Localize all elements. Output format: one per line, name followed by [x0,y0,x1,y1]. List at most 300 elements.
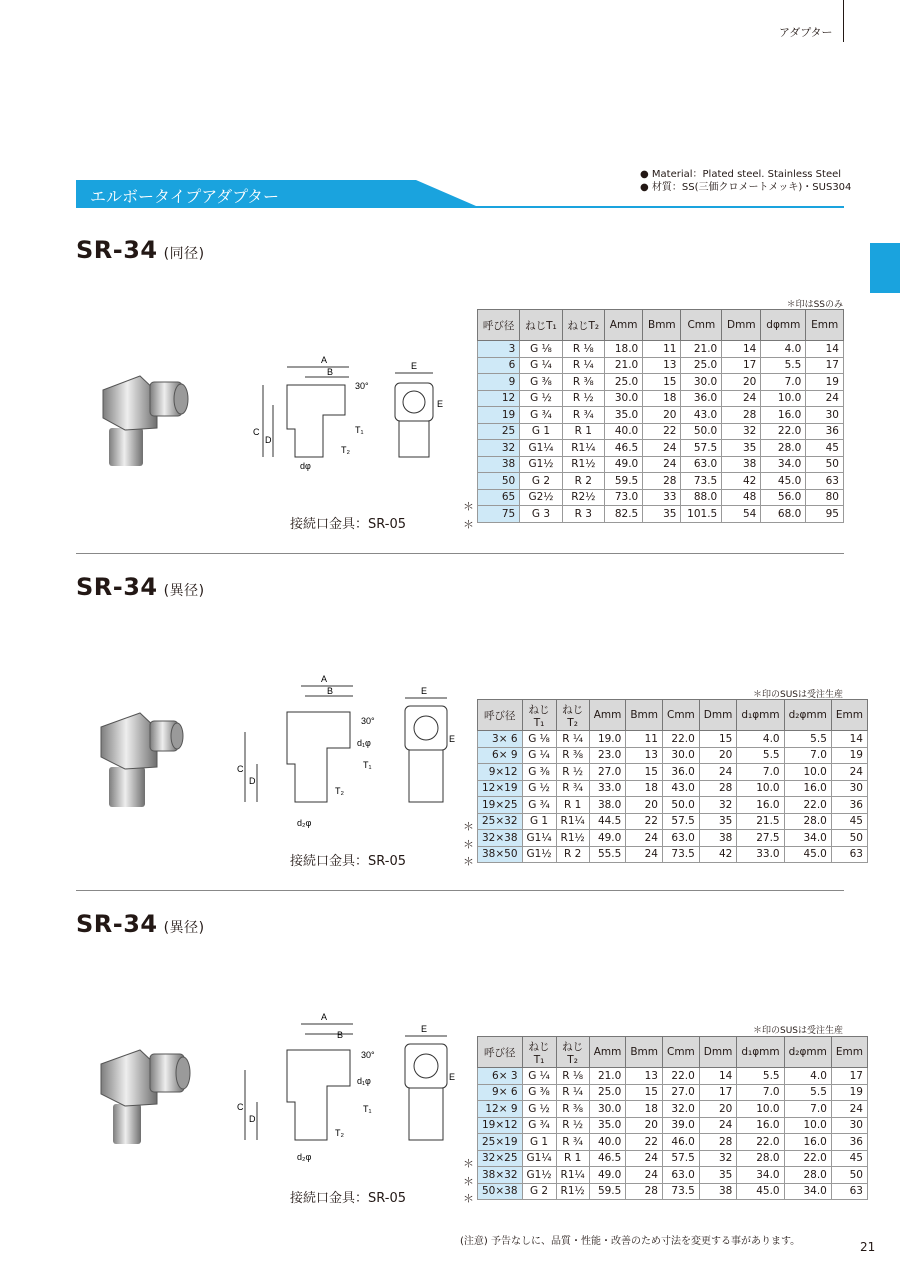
table-cell: R 3 [562,506,604,523]
table-cell: 30.0 [589,1101,626,1118]
spec-table-reducer [477,699,868,863]
table-cell: 23.0 [589,747,626,764]
column-header: ねじT₂ [556,1037,589,1068]
svg-text:E: E [421,1024,428,1034]
svg-text:D: D [249,776,256,786]
svg-text:B: B [337,1030,344,1040]
table-cell: R ⅜ [562,374,604,391]
table-cell: 35 [699,1167,737,1184]
table-cell: R ⅜ [556,747,589,764]
star-column [463,340,474,534]
table-cell: 22 [626,1134,663,1151]
table-cell: G ¼ [522,747,556,764]
column-header: d₂φmm [784,700,831,731]
table-cell: 28 [699,1134,737,1151]
table-cell: 44.5 [589,813,626,830]
table-cell: 24 [626,830,663,847]
table-cell: 15 [643,374,681,391]
table-cell: 63 [831,846,867,863]
table-cell: 36 [806,423,844,440]
table-cell: 82.5 [605,506,643,523]
table-cell: G 2 [520,473,562,490]
table-cell: 19 [806,374,844,391]
table-cell: 28 [643,473,681,490]
table-cell: 19 [831,1084,867,1101]
table-cell: 15 [699,731,737,748]
table-cell: 32 [699,797,737,814]
spec-table-same-size [477,309,844,523]
star-mark: ＊ [463,837,474,851]
table-cell: G 1 [520,423,562,440]
table-row [478,489,844,506]
table-cell: 24 [643,440,681,457]
table-cell: 40.0 [589,1134,626,1151]
table-row [478,1068,868,1085]
table-cell: 24 [699,1117,737,1134]
table-cell: 46.0 [663,1134,700,1151]
table-cell: 59.5 [605,473,643,490]
table-cell: 63 [806,473,844,490]
table-cell: 13 [643,357,681,374]
table-row [478,830,868,847]
svg-text:d₂φ: d₂φ [297,1152,312,1162]
table-cell: 7.0 [737,764,784,781]
section-divider [76,890,844,891]
table-cell: 45 [831,813,867,830]
table-cell: G1¼ [522,830,556,847]
table-cell: 36.0 [681,390,722,407]
table-cell: 24 [831,764,867,781]
dimension-drawing [235,1010,460,1170]
table-cell: 49.0 [589,830,626,847]
table-cell: R 1 [556,1150,589,1167]
table-note-1: ＊印はSSのみ [786,300,843,310]
table-cell: 14 [722,341,761,358]
table-cell: 15 [626,764,663,781]
column-header: ねじT₂ [556,700,589,731]
table-cell: 14 [831,731,867,748]
star-mark [463,1137,474,1155]
svg-text:T₂: T₂ [335,1128,344,1138]
table-cell: R 2 [562,473,604,490]
table-cell: 27.0 [663,1084,700,1101]
column-header: ねじT₁ [522,1037,556,1068]
table-cell: G ½ [520,390,562,407]
table-cell: 22.0 [761,423,806,440]
svg-text:30°: 30° [361,1050,375,1060]
table-cell: 50 [478,473,520,490]
star-mark [463,1067,474,1085]
table-cell: 24 [831,1101,867,1118]
table-cell: 20 [699,747,737,764]
table-cell: 25.0 [589,1084,626,1101]
table-cell: G ⅜ [520,374,562,391]
table-cell: 50 [831,830,867,847]
table-cell: R1¼ [556,1167,589,1184]
table-cell: 18 [626,780,663,797]
table-cell: R ⅛ [562,341,604,358]
table-cell: G ⅛ [522,731,556,748]
star-mark: ＊ [463,1192,474,1206]
table-cell: 55.5 [589,846,626,863]
table-cell: 88.0 [681,489,722,506]
table-cell: 50.0 [663,797,700,814]
star-mark [463,1102,474,1120]
table-cell: 20 [643,407,681,424]
star-mark: ＊ [463,500,474,514]
table-cell: 7.0 [761,374,806,391]
page-title: エルボータイプアダプター [90,187,279,206]
table-cell: 28 [722,407,761,424]
table-cell: 4.0 [737,731,784,748]
table-cell: 25×32 [478,813,523,830]
star-mark [463,730,474,748]
table-cell: 59.5 [589,1183,626,1200]
table-cell: 17 [831,1068,867,1085]
table-cell: 11 [626,731,663,748]
column-header: 呼び径 [478,1037,523,1068]
star-column [463,1067,474,1208]
star-mark [463,800,474,818]
table-row [478,1117,868,1134]
star-mark [463,446,474,464]
table-cell: G ⅜ [522,1084,556,1101]
table-cell: 75 [478,506,520,523]
table-cell: 9× 6 [478,1084,523,1101]
star-mark: ＊ [463,1174,474,1188]
table-cell: 10.0 [737,1101,784,1118]
table-cell: 63 [831,1183,867,1200]
table-cell: G ¾ [522,797,556,814]
table-cell: 17 [722,357,761,374]
table-cell: 35.0 [605,407,643,424]
star-mark [463,481,474,499]
table-cell: 34.0 [737,1167,784,1184]
star-mark: ＊ [463,517,474,531]
table-note-2: ＊印のSUSは受注生産 [752,690,843,700]
table-cell: 45.0 [761,473,806,490]
table-cell: 16.0 [784,780,831,797]
table-cell: G ¾ [522,1117,556,1134]
table-cell: R2½ [562,489,604,506]
svg-text:B: B [327,367,334,377]
table-cell: 13 [626,747,663,764]
table-cell: 28.0 [761,440,806,457]
table-cell: 30 [831,1117,867,1134]
table-cell: 25.0 [605,374,643,391]
table-cell: 21.0 [589,1068,626,1085]
table-cell: G2½ [520,489,562,506]
table-cell: 25.0 [681,357,722,374]
table-cell: 22 [643,423,681,440]
table-cell: 5.5 [737,747,784,764]
column-header: Cmm [663,700,700,731]
table-row [478,341,844,358]
table-row [478,747,868,764]
svg-text:C: C [237,764,244,774]
table-cell: 32.0 [663,1101,700,1118]
table-cell: R ½ [556,1117,589,1134]
table-cell: 4.0 [761,341,806,358]
table-cell: 22.0 [784,1150,831,1167]
table-cell: 46.5 [589,1150,626,1167]
table-cell: 20 [626,1117,663,1134]
column-header: Emm [831,700,867,731]
table-cell: 6× 3 [478,1068,523,1085]
table-cell: 16.0 [737,1117,784,1134]
table-row [478,456,844,473]
table-cell: G1½ [522,1167,556,1184]
table-cell: 20 [722,374,761,391]
column-header: Amm [589,700,626,731]
table-cell: 20 [626,797,663,814]
table-cell: 38 [699,1183,737,1200]
table-cell: R ⅜ [556,1101,589,1118]
table-cell: 16.0 [737,797,784,814]
table-cell: 57.5 [663,813,700,830]
column-header: dφmm [761,310,806,341]
table-cell: 48 [722,489,761,506]
table-cell: R ½ [562,390,604,407]
table-cell: G 1 [522,813,556,830]
svg-text:E: E [449,734,456,744]
table-cell: 30 [831,780,867,797]
table-cell: 24 [699,764,737,781]
table-cell: 7.0 [737,1084,784,1101]
table-cell: 10.0 [784,764,831,781]
table-cell: G ¼ [520,357,562,374]
table-cell: G 2 [522,1183,556,1200]
table-cell: 33 [643,489,681,506]
table-cell: 4.0 [784,1068,831,1085]
table-cell: 18.0 [605,341,643,358]
table-cell: 38×50 [478,846,523,863]
svg-text:dφ: dφ [300,461,311,471]
connector-label: 接続口金具：SR-05 [290,517,406,532]
table-cell: R1½ [556,1183,589,1200]
table-cell: 28.0 [784,813,831,830]
section-title-2: SR-34 (異径) [76,573,205,601]
table-cell: 45 [806,440,844,457]
table-cell: 19 [478,407,520,424]
table-cell: 11 [643,341,681,358]
table-cell: G 1 [522,1134,556,1151]
table-cell: 14 [806,341,844,358]
table-cell: G ¾ [520,407,562,424]
table-cell: 19×25 [478,797,523,814]
table-cell: 21.0 [605,357,643,374]
table-cell: R1¼ [562,440,604,457]
table-cell: 38 [478,456,520,473]
table-cell: 12 [478,390,520,407]
table-cell: 9×12 [478,764,523,781]
table-cell: 5.5 [737,1068,784,1085]
table-cell: 7.0 [784,1101,831,1118]
table-cell: 30.0 [605,390,643,407]
table-cell: 30.0 [681,374,722,391]
star-mark [463,463,474,481]
header-category: アダプター [779,26,833,39]
star-mark [463,428,474,446]
table-cell: 3× 6 [478,731,523,748]
table-cell: 38×32 [478,1167,523,1184]
svg-text:T₂: T₂ [341,445,350,455]
section-title-1: SR-34 (同径) [76,236,205,264]
table-cell: 24 [626,846,663,863]
table-cell: 34.0 [784,1183,831,1200]
table-cell: 28 [626,1183,663,1200]
table-cell: 95 [806,506,844,523]
fitting-photo [95,705,195,813]
table-cell: 73.5 [681,473,722,490]
table-cell: 16.0 [761,407,806,424]
table-cell: R1½ [562,456,604,473]
table-cell: 9 [478,374,520,391]
table-cell: R1¼ [556,813,589,830]
table-row [478,390,844,407]
table-row [478,374,844,391]
star-mark [463,410,474,428]
table-cell: 33.0 [737,846,784,863]
table-cell: R ¾ [562,407,604,424]
table-cell: 12×19 [478,780,523,797]
table-cell: 22.0 [737,1134,784,1151]
table-cell: 101.5 [681,506,722,523]
table-cell: 22.0 [784,797,831,814]
star-mark: ＊ [463,819,474,833]
table-row [478,440,844,457]
table-cell: 32×38 [478,830,523,847]
table-cell: R ⅛ [556,1068,589,1085]
table-cell: 24 [722,390,761,407]
table-row [478,1084,868,1101]
table-cell: 19.0 [589,731,626,748]
table-cell: R ¼ [562,357,604,374]
svg-text:D: D [265,435,272,445]
table-cell: 33.0 [589,780,626,797]
table-cell: 7.0 [784,747,831,764]
table-cell: G1¼ [522,1150,556,1167]
svg-text:A: A [321,674,328,684]
star-mark [463,765,474,783]
table-cell: R ¾ [556,1134,589,1151]
fitting-photo [95,368,195,473]
star-mark: ＊ [463,1156,474,1170]
table-cell: 28 [699,780,737,797]
table-cell: G ½ [522,780,556,797]
table-row [478,1150,868,1167]
table-cell: 57.5 [663,1150,700,1167]
svg-text:d₂φ: d₂φ [297,818,312,828]
svg-text:E: E [449,1072,456,1082]
column-header: Bmm [626,700,663,731]
column-header: Dmm [722,310,761,341]
column-header: d₁φmm [737,700,784,731]
material-jp: ● 材質：SS(三価クロメートメッキ)・SUS304 [640,182,852,193]
dimension-drawing [235,672,460,832]
table-cell: 32 [722,423,761,440]
column-header: 呼び径 [478,310,520,341]
table-cell: G 3 [520,506,562,523]
table-cell: 17 [699,1084,737,1101]
table-cell: G1¼ [520,440,562,457]
table-cell: 10.0 [761,390,806,407]
table-cell: 32 [699,1150,737,1167]
table-cell: 28.0 [784,1167,831,1184]
star-mark [463,1120,474,1138]
table-cell: 36.0 [663,764,700,781]
svg-text:T₂: T₂ [335,786,344,796]
column-header: d₁φmm [737,1037,784,1068]
table-cell: G ½ [522,1101,556,1118]
table-cell: G1½ [522,846,556,863]
table-cell: 21.0 [681,341,722,358]
table-cell: 17 [806,357,844,374]
table-cell: 28.0 [737,1150,784,1167]
table-cell: 10.0 [784,1117,831,1134]
table-cell: 80 [806,489,844,506]
table-cell: 38 [722,456,761,473]
connector-label: 接続口金具：SR-05 [290,1191,406,1206]
table-cell: 49.0 [605,456,643,473]
table-cell: 73.0 [605,489,643,506]
table-cell: 38.0 [589,797,626,814]
table-row [478,423,844,440]
table-cell: 35 [643,506,681,523]
table-cell: 12× 9 [478,1101,523,1118]
column-header: Dmm [699,1037,737,1068]
column-header: Emm [831,1037,867,1068]
section-title-3: SR-34 (異径) [76,910,205,938]
svg-text:C: C [237,1102,244,1112]
column-header: Bmm [643,310,681,341]
table-cell: R1½ [556,830,589,847]
table-cell: 45.0 [784,846,831,863]
column-header: Emm [806,310,844,341]
table-cell: 43.0 [681,407,722,424]
table-cell: 14 [699,1068,737,1085]
table-cell: R 1 [556,797,589,814]
column-header: 呼び径 [478,700,523,731]
table-cell: 36 [831,1134,867,1151]
fitting-photo [95,1042,195,1150]
table-cell: 30 [806,407,844,424]
table-cell: 57.5 [681,440,722,457]
table-cell: 35 [699,813,737,830]
svg-text:D: D [249,1114,256,1124]
svg-text:B: B [327,686,334,696]
table-cell: 27.0 [589,764,626,781]
column-header: Dmm [699,700,737,731]
table-cell: G ⅛ [520,341,562,358]
table-row [478,1134,868,1151]
table-cell: 40.0 [605,423,643,440]
table-cell: 6 [478,357,520,374]
svg-text:E: E [411,361,418,371]
table-cell: 65 [478,489,520,506]
table-row [478,731,868,748]
header-divider [843,0,844,42]
table-cell: G ¼ [522,1068,556,1085]
table-cell: 20 [699,1101,737,1118]
table-cell: 32 [478,440,520,457]
star-mark [463,748,474,766]
table-row [478,473,844,490]
connector-label: 接続口金具：SR-05 [290,854,406,869]
spec-table-reducer [477,1036,868,1200]
table-cell: 5.5 [761,357,806,374]
table-cell: 32×25 [478,1150,523,1167]
